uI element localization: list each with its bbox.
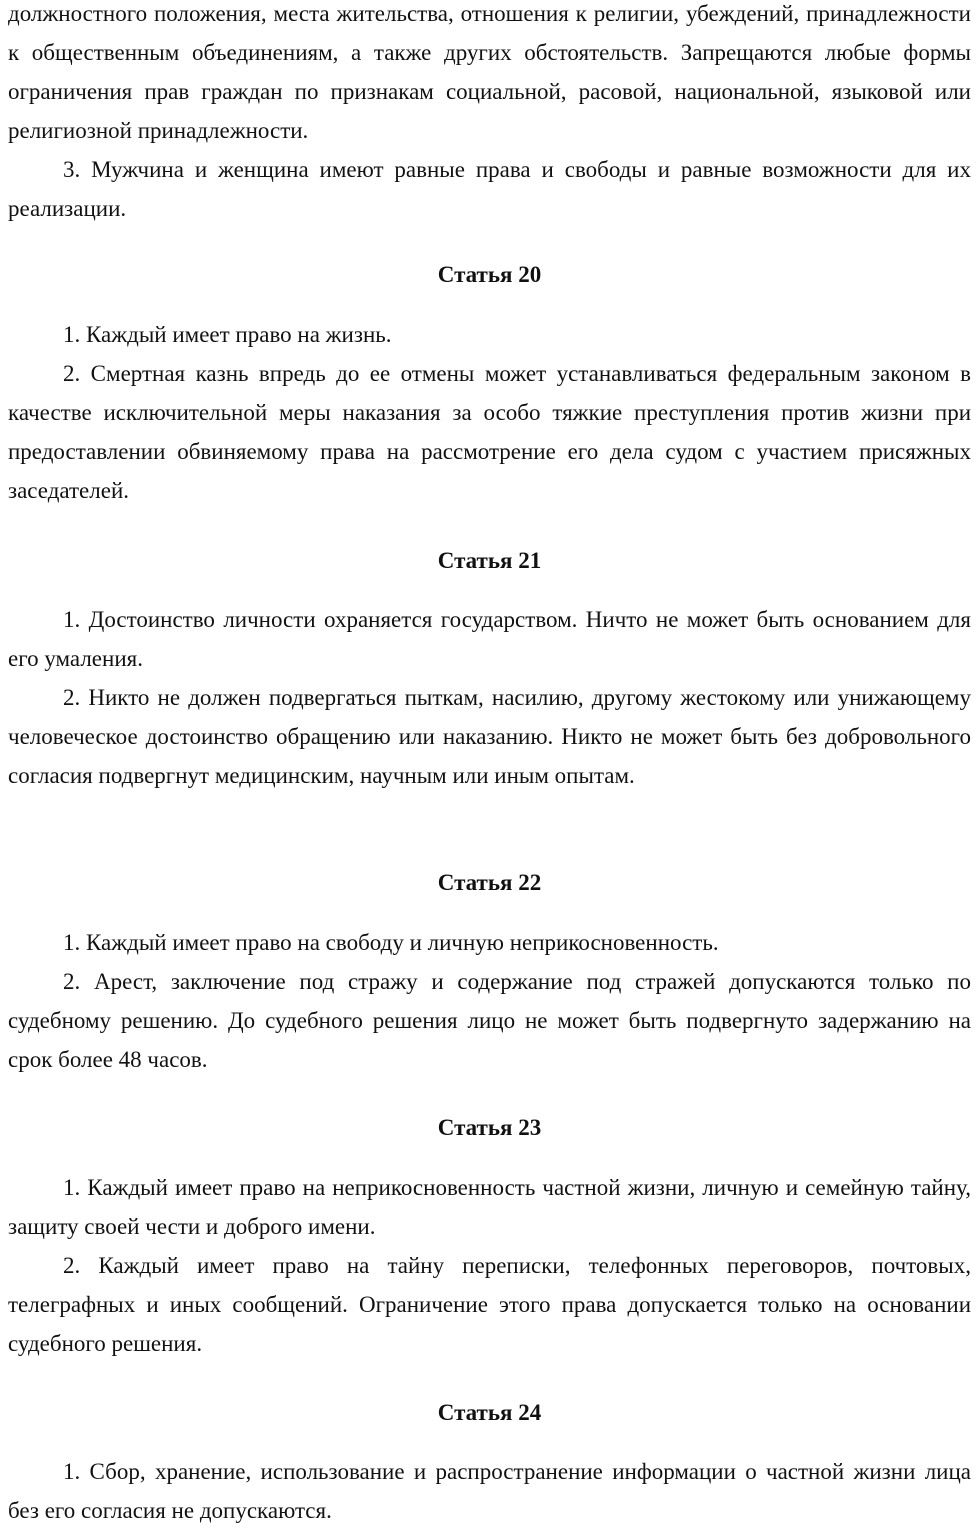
article-23-paragraph-1: 1. Каждый имеет право на неприкосновенность частной жизни, личную и семейную тайну, защиту своей чести и доброго имени. <box>8 1175 971 1239</box>
article-23-body <box>8 1168 971 1363</box>
article-23-paragraph-2: 2. Каждый имеет право на тайну переписки, телефонных переговоров, почтовых, телеграфных и иных сообщений. Ограничение этого права допускается только на основании судебного решения. <box>8 1253 971 1356</box>
paragraph-item-3: 3. Мужчина и женщина имеют равные права и свободы и равные возможности для их реализации. <box>8 157 971 221</box>
article-20-paragraph-2: 2. Смертная казнь впредь до ее отмены может устанавливаться федеральным законом в качестве исключительной меры наказания за особо тяжкие преступления против жизни при предоставлении обвиняемому права на рассмотрение его дела судом с участием присяжных заседателей. <box>8 361 971 503</box>
article-20-title: Статья 20 <box>437 262 542 287</box>
article-22-paragraph-2: 2. Арест, заключение под стражу и содержание под стражей допускаются только по судебному решению. До судебного решения лицо не может быть подвергнуто задержанию на срок более 48 часов. <box>8 969 971 1072</box>
article-24-title: Статья 24 <box>437 1400 542 1425</box>
article-24-paragraph-1: 1. Сбор, хранение, использование и распространение информации о частной жизни лица без его согласия не допускаются. <box>8 1459 971 1523</box>
article-21-paragraph-1: 1. Достоинство личности охраняется государством. Ничто не может быть основанием для его умаления. <box>8 607 971 671</box>
article-21-paragraph-2: 2. Никто не должен подвергаться пыткам, насилию, другому жестокому или унижающему человеческое достоинство обращению или наказанию. Никто не может быть без добровольного согласия подвергнут медицинским, научным или иным опытам. <box>8 685 971 788</box>
article-20-paragraph-1: 1. Каждый имеет право на жизнь. <box>63 322 392 347</box>
intro-section <box>8 0 971 228</box>
article-22-title: Статья 22 <box>437 870 542 895</box>
article-22-paragraph-1: 1. Каждый имеет право на свободу и личную неприкосновенность. <box>63 930 719 955</box>
article-23-title: Статья 23 <box>437 1115 542 1140</box>
article-21-body <box>8 600 971 795</box>
article-20-body <box>8 315 971 510</box>
article-22-body <box>8 923 971 1079</box>
article-21-title: Статья 21 <box>437 548 542 573</box>
article-24-body <box>8 1452 971 1530</box>
paragraph-continued: должностного положения, места жительства, отношения к религии, убеждений, принадлежности к общественным объединениям, а также других обстоятельств. Запрещаются любые формы ограничения прав граждан по признакам социальной, расовой, национальной, языковой или религиозной принадлежности. <box>8 1 971 143</box>
